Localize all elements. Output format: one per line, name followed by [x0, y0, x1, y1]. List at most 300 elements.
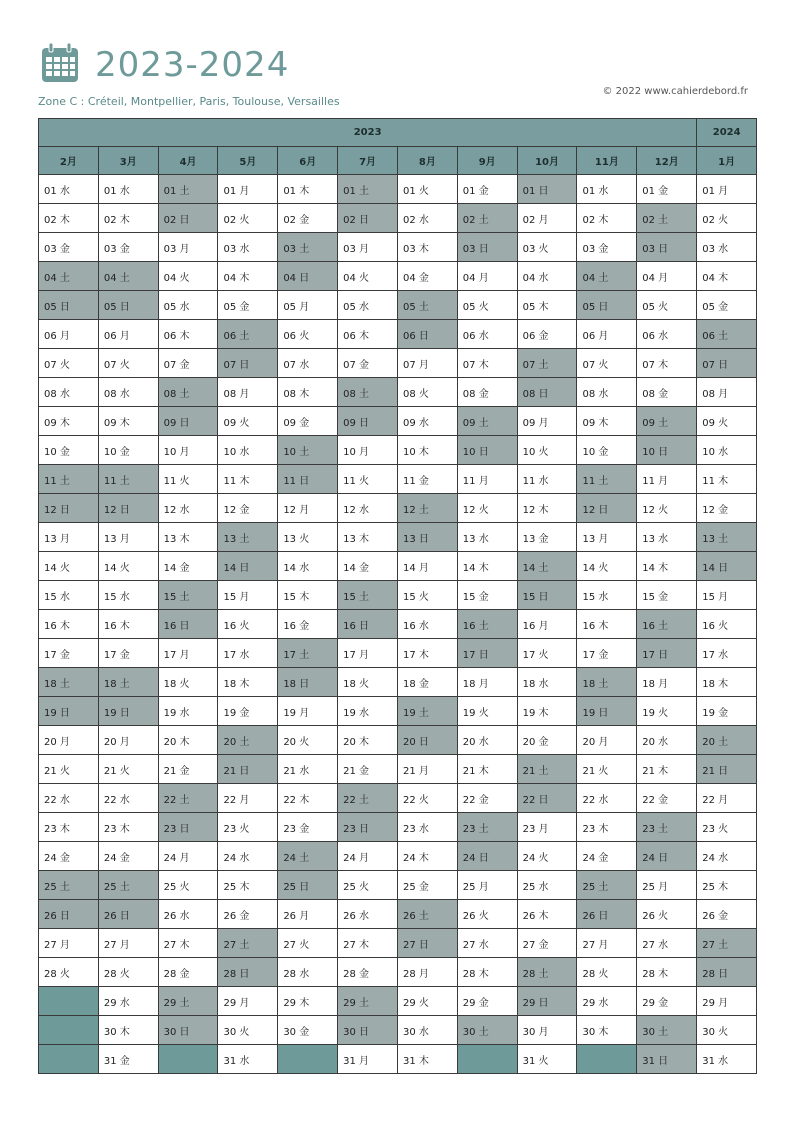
day-cell: 24 日 — [637, 842, 697, 871]
day-cell: 25 日 — [278, 871, 338, 900]
day-cell: 02 木 — [577, 204, 637, 233]
day-cell: 03 金 — [98, 233, 158, 262]
day-cell: 24 金 — [577, 842, 637, 871]
day-cell: 27 日 — [397, 929, 457, 958]
day-cell: 05 木 — [517, 291, 577, 320]
day-cell: 11 土 — [39, 465, 99, 494]
day-cell: 30 火 — [697, 1016, 757, 1045]
day-cell: 04 土 — [98, 262, 158, 291]
day-row — [39, 378, 757, 407]
day-cell: 25 土 — [577, 871, 637, 900]
day-cell: 05 金 — [697, 291, 757, 320]
page-title: 2023-2024 — [95, 45, 290, 85]
empty-cell — [39, 1045, 99, 1074]
day-cell: 09 火 — [697, 407, 757, 436]
day-cell: 01 金 — [457, 175, 517, 204]
day-cell: 07 金 — [158, 349, 218, 378]
day-cell: 31 日 — [637, 1045, 697, 1074]
day-cell: 17 月 — [158, 639, 218, 668]
day-cell: 13 月 — [577, 523, 637, 552]
day-cell: 26 日 — [577, 900, 637, 929]
day-cell: 17 金 — [39, 639, 99, 668]
day-cell: 12 火 — [457, 494, 517, 523]
day-cell: 27 木 — [338, 929, 398, 958]
day-cell: 15 土 — [158, 581, 218, 610]
year-header-row — [39, 119, 757, 147]
day-row — [39, 552, 757, 581]
day-cell: 30 月 — [517, 1016, 577, 1045]
day-cell: 25 木 — [697, 871, 757, 900]
day-row — [39, 900, 757, 929]
day-cell: 21 火 — [39, 755, 99, 784]
day-cell: 05 月 — [278, 291, 338, 320]
day-cell: 06 月 — [577, 320, 637, 349]
day-cell: 05 水 — [338, 291, 398, 320]
day-cell: 28 金 — [158, 958, 218, 987]
month-header: 1月 — [697, 147, 757, 175]
month-header: 7月 — [338, 147, 398, 175]
day-cell: 25 水 — [517, 871, 577, 900]
day-cell: 14 木 — [457, 552, 517, 581]
day-row — [39, 291, 757, 320]
day-cell: 25 月 — [637, 871, 697, 900]
day-cell: 21 水 — [278, 755, 338, 784]
day-cell: 08 金 — [457, 378, 517, 407]
day-cell: 06 土 — [218, 320, 278, 349]
day-cell: 23 水 — [397, 813, 457, 842]
day-cell: 29 月 — [218, 987, 278, 1016]
day-row — [39, 175, 757, 204]
day-cell: 21 日 — [218, 755, 278, 784]
day-cell: 16 木 — [39, 610, 99, 639]
day-cell: 20 土 — [697, 726, 757, 755]
day-cell: 06 水 — [637, 320, 697, 349]
month-header: 2月 — [39, 147, 99, 175]
day-cell: 19 金 — [218, 697, 278, 726]
day-cell: 17 水 — [697, 639, 757, 668]
day-row — [39, 639, 757, 668]
day-cell: 20 月 — [98, 726, 158, 755]
day-cell: 07 水 — [278, 349, 338, 378]
day-cell: 04 水 — [517, 262, 577, 291]
day-cell: 17 水 — [218, 639, 278, 668]
day-cell: 21 日 — [697, 755, 757, 784]
day-cell: 06 日 — [397, 320, 457, 349]
day-cell: 13 土 — [218, 523, 278, 552]
day-cell: 02 月 — [517, 204, 577, 233]
day-cell: 02 日 — [158, 204, 218, 233]
day-cell: 02 火 — [697, 204, 757, 233]
year-header: 2023 — [39, 119, 697, 147]
day-cell: 11 土 — [98, 465, 158, 494]
day-cell: 01 水 — [98, 175, 158, 204]
day-cell: 14 水 — [278, 552, 338, 581]
day-cell: 04 火 — [158, 262, 218, 291]
day-cell: 19 水 — [338, 697, 398, 726]
day-cell: 01 木 — [278, 175, 338, 204]
day-cell: 23 火 — [697, 813, 757, 842]
day-cell: 04 木 — [697, 262, 757, 291]
day-cell: 15 水 — [98, 581, 158, 610]
day-cell: 01 水 — [577, 175, 637, 204]
copyright-notice: © 2022 www.cahierdebord.fr — [602, 86, 748, 97]
day-cell: 28 木 — [457, 958, 517, 987]
day-cell: 16 土 — [637, 610, 697, 639]
day-cell: 12 金 — [218, 494, 278, 523]
day-cell: 25 土 — [98, 871, 158, 900]
day-cell: 04 金 — [397, 262, 457, 291]
day-cell: 08 木 — [278, 378, 338, 407]
day-cell: 06 火 — [278, 320, 338, 349]
day-cell: 15 水 — [39, 581, 99, 610]
day-row — [39, 349, 757, 378]
day-cell: 12 日 — [98, 494, 158, 523]
day-cell: 13 金 — [517, 523, 577, 552]
day-cell: 19 月 — [278, 697, 338, 726]
day-cell: 05 土 — [397, 291, 457, 320]
day-row — [39, 871, 757, 900]
day-cell: 14 火 — [39, 552, 99, 581]
day-cell: 25 金 — [397, 871, 457, 900]
day-cell: 01 火 — [397, 175, 457, 204]
day-cell: 08 火 — [397, 378, 457, 407]
day-cell: 18 木 — [218, 668, 278, 697]
day-cell: 07 月 — [397, 349, 457, 378]
day-cell: 08 水 — [577, 378, 637, 407]
day-cell: 18 土 — [577, 668, 637, 697]
day-cell: 30 土 — [637, 1016, 697, 1045]
day-cell: 26 木 — [517, 900, 577, 929]
day-row — [39, 465, 757, 494]
day-cell: 16 木 — [98, 610, 158, 639]
day-cell: 09 火 — [218, 407, 278, 436]
day-cell: 18 水 — [517, 668, 577, 697]
day-cell: 05 日 — [577, 291, 637, 320]
day-cell: 05 水 — [158, 291, 218, 320]
day-cell: 08 水 — [98, 378, 158, 407]
calendar-icon — [41, 43, 79, 83]
day-cell: 06 月 — [98, 320, 158, 349]
day-cell: 16 火 — [697, 610, 757, 639]
day-cell: 28 土 — [517, 958, 577, 987]
day-cell: 24 木 — [397, 842, 457, 871]
day-row — [39, 697, 757, 726]
day-cell: 09 水 — [397, 407, 457, 436]
day-cell: 20 水 — [637, 726, 697, 755]
day-cell: 31 月 — [338, 1045, 398, 1074]
day-cell: 20 土 — [218, 726, 278, 755]
day-cell: 23 金 — [278, 813, 338, 842]
day-cell: 20 木 — [338, 726, 398, 755]
day-cell: 08 金 — [637, 378, 697, 407]
day-cell: 11 火 — [338, 465, 398, 494]
day-cell: 06 金 — [517, 320, 577, 349]
day-cell: 12 火 — [637, 494, 697, 523]
day-cell: 19 水 — [158, 697, 218, 726]
day-cell: 20 月 — [577, 726, 637, 755]
day-cell: 01 土 — [338, 175, 398, 204]
day-cell: 22 金 — [457, 784, 517, 813]
day-cell: 05 日 — [98, 291, 158, 320]
day-cell: 08 土 — [338, 378, 398, 407]
day-cell: 24 水 — [218, 842, 278, 871]
day-cell: 05 火 — [637, 291, 697, 320]
day-cell: 14 日 — [697, 552, 757, 581]
day-cell: 14 火 — [98, 552, 158, 581]
day-cell: 15 月 — [218, 581, 278, 610]
day-cell: 12 日 — [577, 494, 637, 523]
day-cell: 04 火 — [338, 262, 398, 291]
day-cell: 27 土 — [218, 929, 278, 958]
day-row — [39, 407, 757, 436]
day-cell: 08 月 — [218, 378, 278, 407]
day-cell: 21 火 — [98, 755, 158, 784]
day-cell: 23 木 — [39, 813, 99, 842]
day-cell: 29 月 — [697, 987, 757, 1016]
empty-cell — [39, 1016, 99, 1045]
day-cell: 31 木 — [397, 1045, 457, 1074]
day-cell: 27 月 — [577, 929, 637, 958]
day-cell: 17 月 — [338, 639, 398, 668]
day-cell: 06 月 — [39, 320, 99, 349]
calendar-table — [38, 118, 757, 1074]
day-cell: 07 木 — [457, 349, 517, 378]
empty-cell — [457, 1045, 517, 1074]
day-row — [39, 523, 757, 552]
day-cell: 03 土 — [278, 233, 338, 262]
day-cell: 24 月 — [158, 842, 218, 871]
day-cell: 28 火 — [577, 958, 637, 987]
day-cell: 09 月 — [517, 407, 577, 436]
day-cell: 14 木 — [637, 552, 697, 581]
day-cell: 03 水 — [697, 233, 757, 262]
day-cell: 30 木 — [577, 1016, 637, 1045]
day-cell: 02 水 — [397, 204, 457, 233]
day-cell: 23 日 — [338, 813, 398, 842]
empty-cell — [158, 1045, 218, 1074]
day-cell: 28 月 — [397, 958, 457, 987]
day-cell: 21 土 — [517, 755, 577, 784]
day-cell: 28 水 — [278, 958, 338, 987]
day-cell: 19 火 — [457, 697, 517, 726]
day-cell: 01 日 — [517, 175, 577, 204]
day-cell: 30 土 — [457, 1016, 517, 1045]
day-cell: 09 土 — [457, 407, 517, 436]
day-cell: 10 水 — [218, 436, 278, 465]
day-cell: 24 金 — [39, 842, 99, 871]
day-cell: 13 火 — [278, 523, 338, 552]
day-cell: 28 火 — [39, 958, 99, 987]
day-cell: 11 月 — [637, 465, 697, 494]
day-cell: 12 土 — [397, 494, 457, 523]
day-cell: 13 水 — [637, 523, 697, 552]
zone-subtitle: Zone C : Créteil, Montpellier, Paris, Toulouse, Versailles — [38, 95, 340, 108]
day-cell: 13 水 — [457, 523, 517, 552]
day-cell: 04 土 — [39, 262, 99, 291]
day-cell: 09 日 — [338, 407, 398, 436]
day-cell: 15 水 — [577, 581, 637, 610]
day-cell: 26 水 — [158, 900, 218, 929]
day-cell: 17 金 — [577, 639, 637, 668]
day-cell: 21 金 — [158, 755, 218, 784]
day-cell: 02 木 — [39, 204, 99, 233]
day-cell: 02 金 — [278, 204, 338, 233]
day-row — [39, 842, 757, 871]
day-row — [39, 494, 757, 523]
day-cell: 29 火 — [397, 987, 457, 1016]
day-cell: 02 土 — [457, 204, 517, 233]
day-cell: 27 水 — [637, 929, 697, 958]
day-cell: 29 土 — [338, 987, 398, 1016]
day-cell: 12 月 — [278, 494, 338, 523]
day-row — [39, 987, 757, 1016]
day-cell: 03 火 — [517, 233, 577, 262]
day-row — [39, 929, 757, 958]
day-cell: 23 木 — [577, 813, 637, 842]
day-cell: 29 木 — [278, 987, 338, 1016]
day-cell: 16 水 — [397, 610, 457, 639]
day-row — [39, 755, 757, 784]
day-cell: 27 月 — [39, 929, 99, 958]
day-cell: 09 金 — [278, 407, 338, 436]
day-cell: 27 金 — [517, 929, 577, 958]
day-cell: 14 日 — [218, 552, 278, 581]
day-cell: 27 水 — [457, 929, 517, 958]
day-cell: 07 木 — [637, 349, 697, 378]
day-row — [39, 668, 757, 697]
day-cell: 17 火 — [517, 639, 577, 668]
day-cell: 23 火 — [218, 813, 278, 842]
day-cell: 04 月 — [637, 262, 697, 291]
day-cell: 27 土 — [697, 929, 757, 958]
day-cell: 26 日 — [39, 900, 99, 929]
day-cell: 30 火 — [218, 1016, 278, 1045]
day-cell: 22 火 — [397, 784, 457, 813]
day-cell: 12 水 — [158, 494, 218, 523]
day-row — [39, 958, 757, 987]
day-row — [39, 233, 757, 262]
day-cell: 31 水 — [218, 1045, 278, 1074]
day-cell: 20 火 — [278, 726, 338, 755]
month-header: 6月 — [278, 147, 338, 175]
day-cell: 03 日 — [457, 233, 517, 262]
month-header: 3月 — [98, 147, 158, 175]
month-header: 5月 — [218, 147, 278, 175]
day-cell: 13 日 — [397, 523, 457, 552]
day-cell: 13 月 — [98, 523, 158, 552]
day-cell: 24 日 — [457, 842, 517, 871]
day-cell: 05 火 — [457, 291, 517, 320]
day-cell: 16 土 — [457, 610, 517, 639]
day-cell: 14 金 — [158, 552, 218, 581]
day-cell: 16 火 — [218, 610, 278, 639]
day-cell: 25 木 — [218, 871, 278, 900]
day-cell: 31 火 — [517, 1045, 577, 1074]
day-cell: 20 金 — [517, 726, 577, 755]
day-cell: 27 火 — [278, 929, 338, 958]
day-cell: 28 火 — [98, 958, 158, 987]
day-cell: 22 月 — [218, 784, 278, 813]
day-cell: 14 土 — [517, 552, 577, 581]
day-cell: 13 月 — [39, 523, 99, 552]
day-cell: 22 水 — [577, 784, 637, 813]
day-cell: 26 日 — [98, 900, 158, 929]
day-cell: 26 月 — [278, 900, 338, 929]
day-cell: 29 水 — [98, 987, 158, 1016]
day-cell: 03 水 — [218, 233, 278, 262]
day-cell: 04 土 — [577, 262, 637, 291]
day-cell: 28 木 — [637, 958, 697, 987]
day-cell: 09 日 — [158, 407, 218, 436]
day-cell: 21 月 — [397, 755, 457, 784]
day-cell: 15 木 — [278, 581, 338, 610]
day-cell: 08 日 — [517, 378, 577, 407]
day-cell: 07 火 — [98, 349, 158, 378]
day-cell: 09 木 — [577, 407, 637, 436]
day-cell: 20 月 — [39, 726, 99, 755]
day-cell: 18 木 — [697, 668, 757, 697]
day-row — [39, 726, 757, 755]
day-cell: 29 金 — [637, 987, 697, 1016]
day-cell: 17 日 — [637, 639, 697, 668]
day-row — [39, 320, 757, 349]
day-cell: 10 水 — [697, 436, 757, 465]
day-cell: 13 土 — [697, 523, 757, 552]
day-cell: 19 金 — [697, 697, 757, 726]
day-cell: 03 月 — [338, 233, 398, 262]
day-cell: 13 木 — [158, 523, 218, 552]
day-cell: 28 日 — [218, 958, 278, 987]
day-cell: 04 月 — [457, 262, 517, 291]
day-cell: 01 月 — [218, 175, 278, 204]
month-header: 9月 — [457, 147, 517, 175]
day-cell: 17 土 — [278, 639, 338, 668]
day-cell: 18 土 — [98, 668, 158, 697]
day-cell: 15 金 — [637, 581, 697, 610]
day-cell: 15 月 — [697, 581, 757, 610]
day-row — [39, 204, 757, 233]
day-cell: 31 金 — [98, 1045, 158, 1074]
month-header: 10月 — [517, 147, 577, 175]
day-cell: 18 金 — [397, 668, 457, 697]
day-cell: 21 木 — [637, 755, 697, 784]
day-cell: 05 金 — [218, 291, 278, 320]
day-cell: 22 水 — [39, 784, 99, 813]
day-cell: 26 火 — [637, 900, 697, 929]
day-cell: 17 日 — [457, 639, 517, 668]
day-cell: 11 月 — [457, 465, 517, 494]
day-cell: 26 火 — [457, 900, 517, 929]
day-cell: 07 火 — [39, 349, 99, 378]
day-cell: 11 金 — [397, 465, 457, 494]
day-cell: 22 金 — [637, 784, 697, 813]
day-cell: 15 日 — [517, 581, 577, 610]
day-cell: 08 水 — [39, 378, 99, 407]
day-cell: 03 日 — [637, 233, 697, 262]
day-cell: 27 木 — [158, 929, 218, 958]
day-cell: 12 水 — [338, 494, 398, 523]
day-cell: 20 水 — [457, 726, 517, 755]
day-cell: 23 月 — [517, 813, 577, 842]
day-cell: 16 木 — [577, 610, 637, 639]
day-cell: 24 月 — [338, 842, 398, 871]
day-cell: 23 土 — [457, 813, 517, 842]
day-cell: 11 水 — [517, 465, 577, 494]
day-cell: 24 土 — [278, 842, 338, 871]
month-header-row — [39, 147, 757, 175]
day-cell: 18 火 — [158, 668, 218, 697]
month-header: 12月 — [637, 147, 697, 175]
